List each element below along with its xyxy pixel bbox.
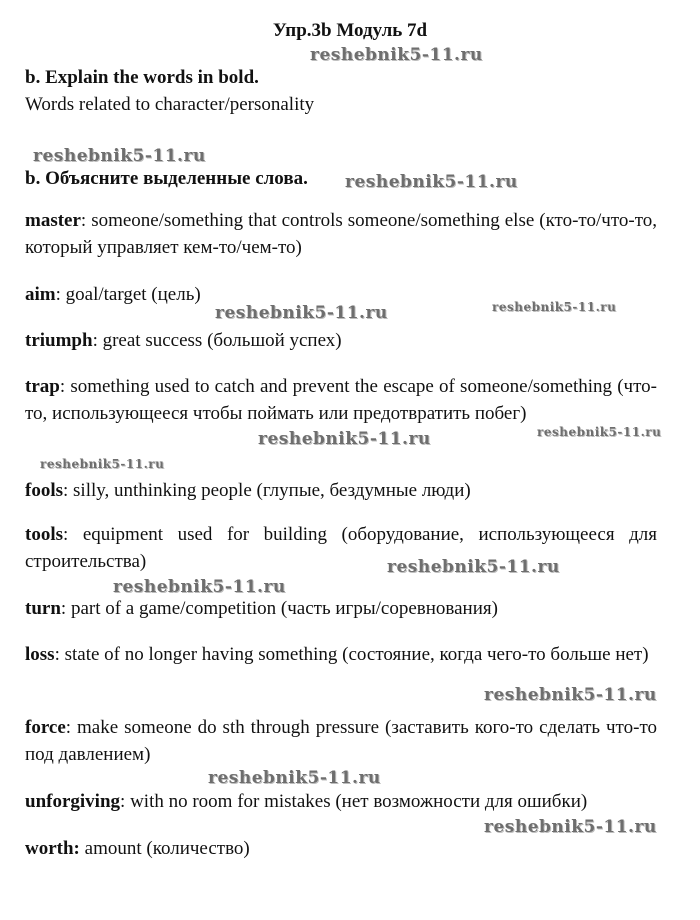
separator: : (92, 330, 103, 351)
separator: : (80, 210, 92, 231)
watermark: reshebnik5-11.ru (258, 429, 431, 449)
term: triumph (25, 330, 93, 351)
watermark: reshebnik5-11.ru (40, 457, 165, 471)
watermark: reshebnik5-11.ru (537, 425, 662, 439)
separator: : (60, 598, 71, 619)
separator: : (59, 376, 71, 397)
definition: equipment used for building (оборудование, использующееся для строительства) (25, 524, 657, 572)
term: fools (25, 480, 63, 501)
separator: : (120, 791, 131, 812)
entry-triumph (25, 327, 657, 354)
term: loss (25, 644, 55, 665)
definition: goal/target (цель) (65, 284, 201, 305)
separator: : (63, 524, 83, 545)
definition: silly, unthinking people (глупые, бездумные люди) (73, 480, 471, 501)
definition: part of a game/competition (часть игры/соревнования) (70, 598, 498, 619)
watermark: reshebnik5-11.ru (492, 300, 617, 314)
watermark: reshebnik5-11.ru (215, 303, 388, 323)
entry-trap (25, 373, 657, 427)
definition: great success (большой успех) (102, 330, 342, 351)
watermark: reshebnik5-11.ru (33, 146, 206, 166)
entry-loss (25, 641, 657, 668)
watermark: reshebnik5-11.ru (345, 172, 518, 192)
watermark: reshebnik5-11.ru (113, 577, 286, 597)
entry-unforgiving (25, 788, 657, 815)
separator: : (63, 480, 74, 501)
watermark: reshebnik5-11.ru (387, 557, 560, 577)
watermark: reshebnik5-11.ru (208, 768, 381, 788)
term: tools (25, 524, 63, 545)
separator: : (55, 284, 66, 305)
entry-tools (25, 521, 657, 575)
term: worth: (25, 838, 80, 859)
english-subheading: Words related to character/personality (25, 94, 315, 115)
entry-fools (25, 477, 657, 504)
english-heading: b. Explain the words in bold. (25, 67, 259, 88)
definition: state of no longer having something (состояние, когда чего-то больше нет) (64, 644, 649, 665)
separator: : (65, 717, 78, 738)
term: master (25, 210, 81, 231)
russian-heading: b. Объясните выделенные слова. (25, 168, 308, 189)
term: trap (25, 376, 60, 397)
term: force (25, 717, 66, 738)
entry-worth (25, 835, 657, 862)
watermark: reshebnik5-11.ru (484, 685, 657, 705)
definition: someone/something that controls someone/something else (кто-то/что-то, который управляет кем-то/чем-то) (25, 210, 658, 258)
term: aim (25, 284, 56, 305)
entry-force (25, 714, 657, 768)
term: turn (25, 598, 61, 619)
watermark: reshebnik5-11.ru (484, 817, 657, 837)
definition: something used to catch and prevent the escape of someone/something (что-то, использующееся чтобы поймать или предотвратить побег) (25, 376, 657, 424)
separator: : (54, 644, 65, 665)
definition: amount (количество) (84, 838, 250, 859)
term: unforgiving (25, 791, 121, 812)
definition: with no room for mistakes (нет возможности для ошибки) (130, 791, 588, 812)
entry-master (25, 207, 657, 261)
entry-turn (25, 595, 657, 622)
definition: make someone do sth through pressure (заставить кого-то сделать что-то под давлением) (25, 717, 657, 765)
page-title: Упр.3b Модуль 7d (272, 20, 428, 41)
watermark: reshebnik5-11.ru (310, 45, 483, 65)
